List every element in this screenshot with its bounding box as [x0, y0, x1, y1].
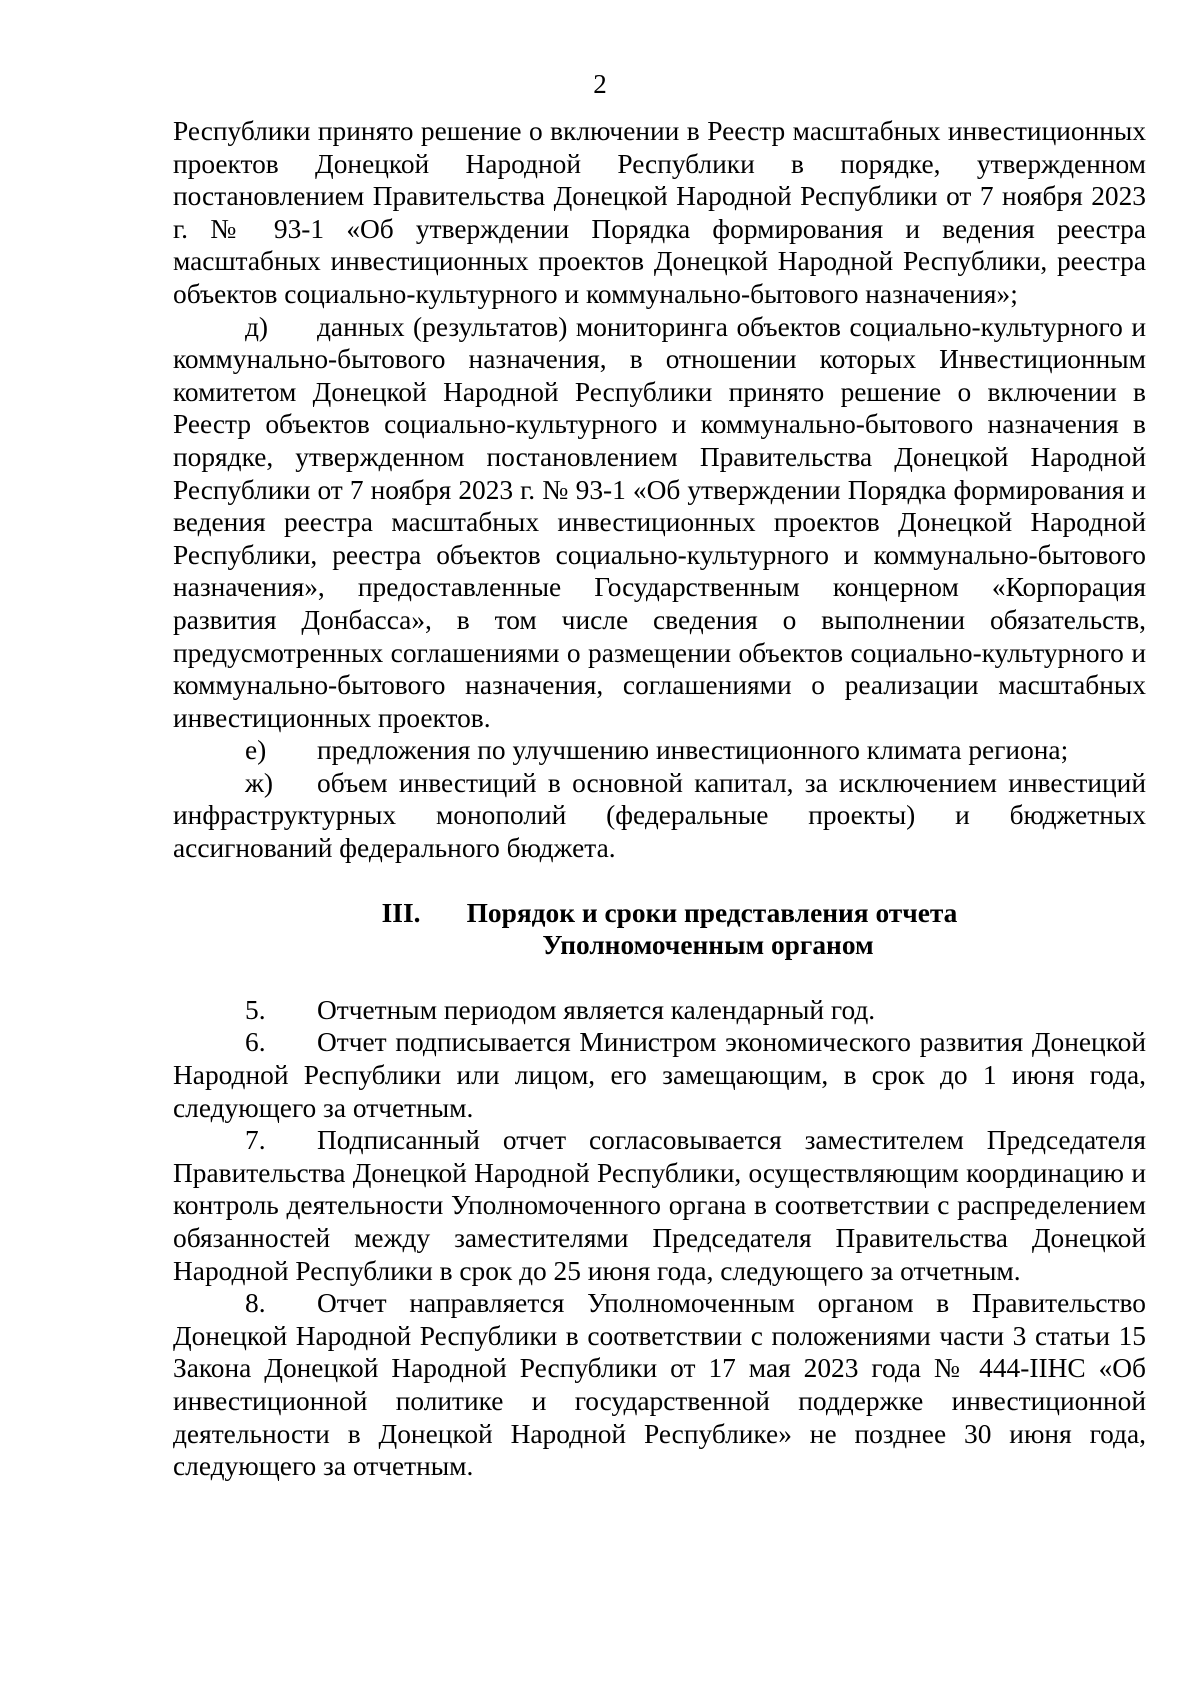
list-text-e: предложения по улучшению инвестиционного климата региона;	[317, 735, 1069, 766]
document-body	[173, 115, 1146, 1483]
item-number-5: 5.	[245, 994, 266, 1025]
list-marker-d: д)	[245, 311, 269, 342]
list-marker-e: е)	[245, 735, 267, 766]
item-number-7: 7.	[245, 1125, 266, 1156]
item-text-5: Отчетным периодом является календарный год.	[317, 994, 876, 1025]
list-item-d	[173, 311, 1146, 735]
page-number: 2	[593, 69, 607, 99]
section-heading-line-1	[173, 897, 1146, 930]
numbered-item-5	[173, 994, 1146, 1027]
section-title-part-2: Уполномоченным органом	[542, 930, 874, 961]
paragraph-continuation: Республики принято решение о включении в Реестр масштабных инвестиционных проектов Донецкой Народной Республики в порядке, утвержденном постановлением Правительства Донецкой Народной Республики от 7 ноября 2023 г. № 93-1 «Об утверждении Порядка формирования и ведения реестра масштабных инвестиционных проектов Донецкой Народной Республики, реестра объектов социально-культурного и коммунально-бытового назначения»;	[173, 116, 1146, 309]
list-marker-zh: ж)	[245, 767, 274, 798]
section-heading	[173, 897, 1146, 962]
numbered-item-7	[173, 1124, 1146, 1287]
list-item-zh	[173, 767, 1146, 865]
numbered-item-8	[173, 1287, 1146, 1483]
item-text-8: Отчет направляется Уполномоченным органом в Правительство Донецкой Народной Республики в соответствии с положениями части 3 статьи 15 Закона Донецкой Народной Республики от 17 мая 2023 года № 444-IIНС «Об инвестиционной политике и государственной поддержке инвестиционной деятельности в Донецкой Народной Республике» не позднее 30 июня года, следующего за отчетным.	[173, 1288, 1146, 1482]
section-number: III.	[381, 897, 421, 928]
list-text-d: данных (результатов) мониторинга объектов социально-культурного и коммунально-бытового назначения, в отношении которых Инвестиционным комитетом Донецкой Народной Республики принято решение о включении в Реестр объектов социально-культурного и коммунально-бытового назначения в порядке, утвержденном постановлением Правительства Донецкой Народной Республики от 7 ноября 2023 г. № 93-1 «Об утверждении Порядка формирования и ведения реестра масштабных инвестиционных проектов Донецкой Народной Республики, реестра объектов социально-культурного и коммунально-бытового назначения», предоставленные Государственным концерном «Корпорация развития Донбасса», в том числе сведения о выполнении обязательств, предусмотренных соглашениями о размещении объектов социально-культурного и коммунально-бытового назначения, соглашениями о реализации масштабных инвестиционных проектов.	[173, 311, 1146, 733]
section-title-part-1: Порядок и сроки представления отчета	[466, 897, 958, 928]
list-item-e	[173, 734, 1146, 767]
item-text-7: Подписанный отчет согласовывается заместителем Председателя Правительства Донецкой Народной Республики, осуществляющим координацию и контроль деятельности Уполномоченного органа в соответствии с распределением обязанностей между заместителями Председателя Правительства Донецкой Народной Республики в срок до 25 июня года, следующего за отчетным.	[173, 1125, 1146, 1286]
item-text-6: Отчет подписывается Министром экономического развития Донецкой Народной Республики или лицом, его замещающим, в срок до 1 июня года, следующего за отчетным.	[173, 1027, 1146, 1123]
list-text-zh: объем инвестиций в основной капитал, за исключением инвестиций инфраструктурных монополий (федеральные проекты) и бюджетных ассигнований федерального бюджета.	[173, 767, 1146, 864]
item-number-8: 8.	[245, 1288, 266, 1319]
numbered-item-6	[173, 1026, 1146, 1124]
item-number-6: 6.	[245, 1027, 266, 1058]
